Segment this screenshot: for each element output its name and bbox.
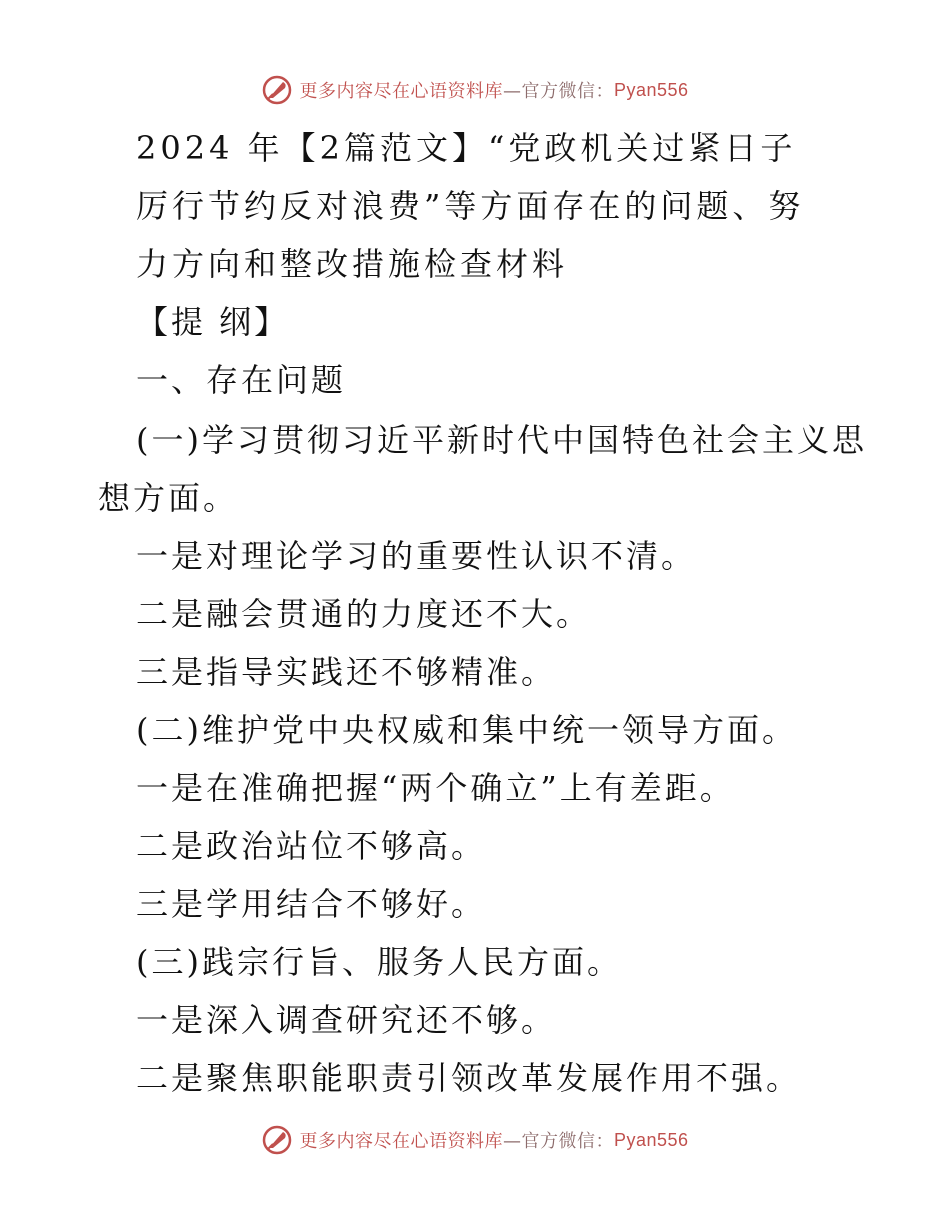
banner-main-text: 更多内容尽在心语资料库 bbox=[299, 1131, 503, 1152]
feather-pen-circle-icon bbox=[261, 74, 293, 106]
doc-title-line-1: 2024 年【2篇范文】“党政机关过紧日子 bbox=[136, 129, 797, 167]
item3-point-2: 二是聚焦职能职责引领改革发展作用不强。 bbox=[136, 1059, 802, 1097]
header-watermark-banner bbox=[0, 70, 950, 110]
banner-dash-text: —官方微信： bbox=[502, 1131, 614, 1152]
outline-heading: 【提 纲】 bbox=[136, 303, 290, 341]
section-heading-problems: 一、存在问题 bbox=[136, 361, 347, 399]
feather-pen-circle-icon bbox=[261, 1124, 293, 1156]
item1-heading-line-2: 想方面。 bbox=[98, 479, 239, 517]
item3-point-1: 一是深入调查研究还不够。 bbox=[136, 1001, 557, 1039]
banner-wechat-handle: Pyan556 bbox=[613, 1129, 689, 1150]
item2-heading: (二)维护党中央权威和集中统一领导方面。 bbox=[136, 711, 797, 749]
banner-wechat-handle: Pyan556 bbox=[613, 79, 689, 100]
item1-point-2: 二是融会贯通的力度还不大。 bbox=[136, 595, 592, 633]
banner-main-text: 更多内容尽在心语资料库 bbox=[299, 81, 503, 102]
banner-dash-text: —官方微信： bbox=[502, 81, 614, 102]
item2-point-1: 一是在准确把握“两个确立”上有差距。 bbox=[136, 769, 735, 807]
item3-heading: (三)践宗行旨、服务人民方面。 bbox=[136, 943, 622, 981]
footer-watermark-banner bbox=[0, 1120, 950, 1160]
doc-title-line-2: 厉行节约反对浪费”等方面存在的问题、努 bbox=[136, 187, 805, 225]
item1-heading-line-1: (一)学习贯彻习近平新时代中国特色社会主义思 bbox=[136, 421, 867, 459]
item2-point-3: 三是学用结合不够好。 bbox=[136, 885, 487, 923]
item1-point-1: 一是对理论学习的重要性认识不清。 bbox=[136, 537, 697, 575]
item1-point-3: 三是指导实践还不够精准。 bbox=[136, 653, 557, 691]
doc-title-line-3: 力方向和整改措施检查材料 bbox=[136, 245, 569, 283]
item2-point-2: 二是政治站位不够高。 bbox=[136, 827, 487, 865]
